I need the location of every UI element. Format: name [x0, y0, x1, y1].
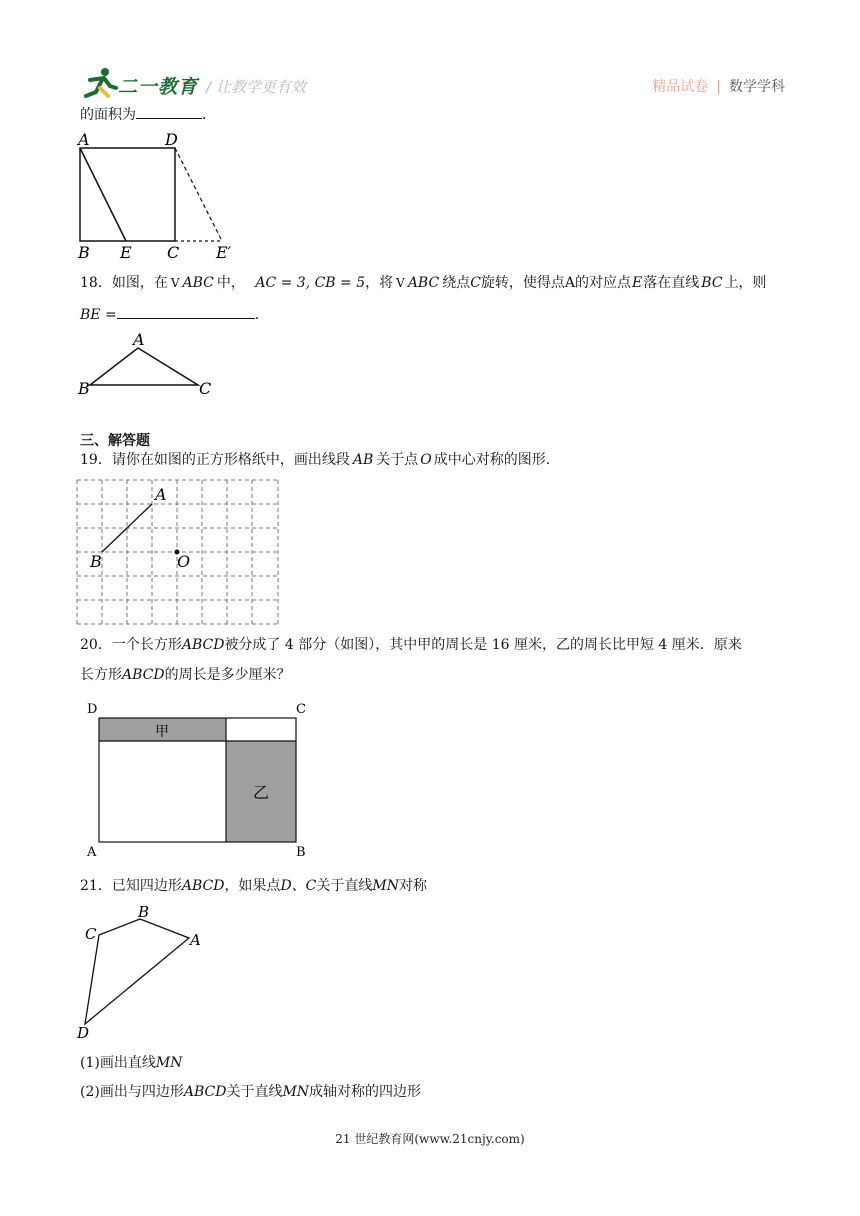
- q20-text-d: 的周长是多少厘米？: [164, 667, 291, 683]
- q21-abcd: ABCD: [181, 878, 225, 894]
- q18-line1: [80, 273, 767, 293]
- q21-text-b: ，如果点: [224, 878, 281, 894]
- q21-sub2-text-c: 成轴对称的四边形: [309, 1084, 422, 1100]
- q17-figure: [72, 128, 242, 264]
- q19-text-b: 关于点: [376, 452, 419, 468]
- q20-label-d: D: [87, 702, 98, 717]
- q19-ab: AB: [352, 452, 374, 468]
- q17-answer-blank: [136, 104, 202, 119]
- q19-grid-figure: [75, 478, 281, 628]
- q20-text-c: 长方形: [80, 667, 122, 683]
- q18-point-c: C: [470, 275, 481, 291]
- header-tag: 精品试卷: [652, 79, 709, 95]
- q21-sub1-text: (1)画出直线: [80, 1055, 156, 1071]
- q20-label-b: B: [296, 845, 306, 860]
- q17-label-a: A: [78, 130, 90, 149]
- q19-text-c: 成中心对称的图形.: [433, 452, 551, 468]
- q18-text-g: 上，则: [724, 275, 767, 291]
- q21-sub2-mn: MN: [282, 1084, 310, 1100]
- q21-quadrilateral: [85, 919, 189, 1024]
- q21-label-a: A: [190, 931, 201, 949]
- q21-label-c: C: [85, 925, 97, 943]
- q21-text-d: 对称: [398, 878, 427, 894]
- brand-slogan: / 让教学更有效: [206, 78, 306, 96]
- q21-sub1-mn: MN: [155, 1055, 183, 1071]
- q21-sub1: [80, 1053, 182, 1073]
- q18-given: AC = 3, CB = 5: [255, 275, 366, 291]
- q17-period: .: [202, 107, 207, 123]
- q19-o: O: [420, 452, 432, 468]
- q20-label-jia: 甲: [155, 724, 169, 740]
- q21-sub2-text-a: (2)画出与四边形: [80, 1084, 184, 1100]
- q20-label-c: C: [296, 702, 306, 717]
- q18-text-b: 中，: [216, 275, 245, 291]
- q17-label-c: C: [167, 243, 180, 262]
- q18-text-f: 落在直线: [643, 275, 700, 291]
- runner-logo-icon: [80, 66, 120, 102]
- q21-mn: MN: [372, 878, 399, 894]
- brand-name: 二一教育: [118, 76, 199, 98]
- q21-text: [80, 876, 427, 896]
- q21-sub2-text-b: 关于直线: [226, 1084, 283, 1100]
- q18-triangle-symbol: V: [170, 276, 180, 290]
- q17-label-e-prime: E′: [216, 243, 232, 262]
- q21-sub2-abcd: ABCD: [183, 1084, 227, 1100]
- q21-label-d: D: [77, 1024, 90, 1042]
- q20-text-b: 被分成了 4 部分（如图），其中甲的周长是 16 厘米，乙的周长比甲短 4 厘米．原来: [224, 637, 742, 653]
- q21-label-b: B: [138, 903, 150, 921]
- q18-label-c: C: [199, 379, 212, 398]
- q18-triangle-symbol-2: V: [396, 276, 405, 290]
- q18-text-e: 旋转，使得点A的对应点: [480, 275, 632, 291]
- q20-figure: [80, 698, 320, 863]
- q18-be-label: BE =: [80, 307, 117, 323]
- q21-text-a: 21．已知四边形: [80, 878, 182, 894]
- q20-abcd-2: ABCD: [122, 667, 165, 683]
- q20-label-a: A: [87, 845, 97, 860]
- page-footer: 21 世纪教育网(www.21cnjy.com): [335, 1132, 525, 1146]
- q18-period: .: [254, 307, 260, 323]
- q17-tail: [80, 104, 206, 125]
- q20-text-a: 20．一个长方形: [80, 637, 182, 653]
- q18-answer-blank: [117, 304, 255, 319]
- q17-label-d: D: [165, 130, 178, 149]
- q19-label-b: B: [90, 552, 102, 571]
- q18-text-a: 18．如图，在: [80, 275, 168, 291]
- q20-label-yi: 乙: [253, 783, 270, 802]
- header-right: [652, 76, 785, 96]
- q18-line-bc: BC: [701, 275, 723, 291]
- q21-dc: D、C: [280, 878, 317, 894]
- q18-text-c: ，将: [365, 275, 394, 291]
- q20-line2: [80, 665, 291, 685]
- q17-tail-text: 的面积为: [80, 107, 136, 123]
- q18-triangle: [90, 348, 198, 385]
- section-title: 三、解答题: [80, 433, 150, 449]
- q18-point-e: E: [632, 275, 643, 291]
- header-separator: |: [716, 79, 721, 95]
- q21-sub2: [80, 1082, 421, 1102]
- q17-label-b: B: [78, 243, 90, 262]
- q18-text-d: 绕点: [442, 275, 471, 291]
- q20-line1: [80, 635, 742, 655]
- header: [80, 66, 785, 102]
- q17-square: [80, 148, 175, 241]
- q17-label-e: E: [120, 243, 132, 262]
- q18-label-a: A: [133, 330, 145, 349]
- q18-line2: [80, 304, 259, 325]
- q19-label-o: O: [177, 552, 191, 571]
- q17-segment-ae: [80, 148, 126, 241]
- q18-figure: [74, 330, 224, 400]
- q17-dashed-de2: [175, 148, 222, 241]
- q20-abcd: ABCD: [181, 637, 225, 653]
- header-subject: 数学学科: [729, 79, 785, 95]
- q21-figure: [72, 902, 212, 1042]
- q19-text-a: 19．请你在如图的正方形格纸中，画出线段: [80, 452, 350, 468]
- q19-text: [80, 450, 550, 470]
- q19-label-a: A: [155, 485, 167, 504]
- q18-label-b: B: [78, 379, 90, 398]
- q21-text-c: 关于直线: [316, 878, 373, 894]
- q18-abc-2: ABC: [407, 275, 440, 291]
- q18-abc: ABC: [182, 275, 214, 291]
